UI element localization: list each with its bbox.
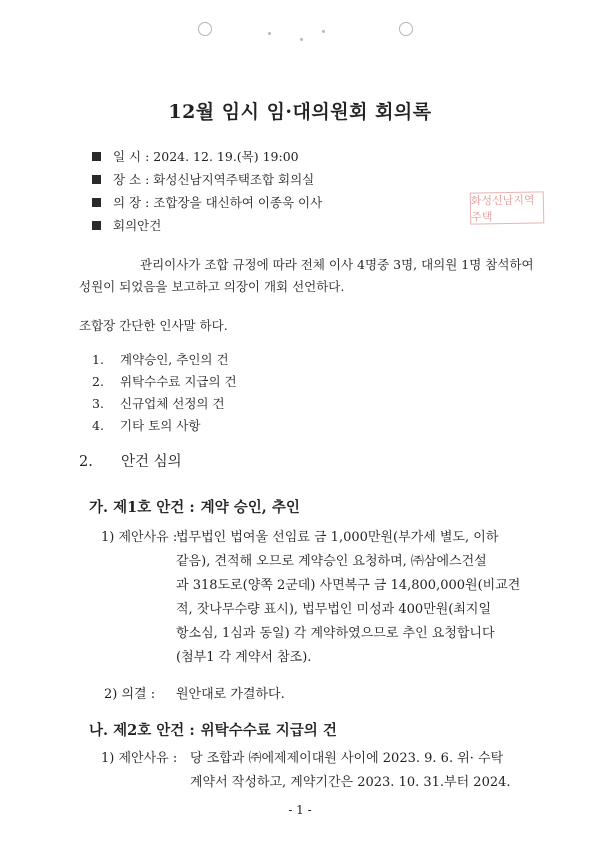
info-row-agenda [92,216,161,234]
info-label: 일 시 [113,149,142,164]
agenda-item-heading-2 [89,719,337,740]
reason-line: 당 조합과 ㈜에제제이대원 사이에 2023. 9. 6. 위· 수탁 [190,751,504,766]
section-text: 안건 심의 [121,454,182,470]
info-row-chair: 의 장 : 조합장을 대신하여 이종욱 이사 [92,193,322,211]
info-value: 2024. 12. 19.(목) 19:00 [153,149,299,164]
agenda-num: 4. [92,418,104,433]
agenda-item-heading-1 [89,496,300,517]
info-row-datetime: 일 시 : 2024. 12. 19.(목) 19:00 [92,147,299,165]
reason-line: 계약서 작성하고, 계약기간은 2023. 10. 31.부터 2024. [190,775,511,790]
reason-label: 1) 제안사유 : [101,751,178,766]
reason-line: 과 318도로(양쪽 2군데) 사면복구 금 14,800,000원(비교견 [176,578,521,593]
paragraph-opening-line1: 관리이사가 조합 규정에 따라 전체 이사 4명중 3명, 대의원 1명 참석하여 [140,257,534,272]
agenda-num: 1. [92,352,104,367]
document-title: 12월 임시 임·대의원회 회의록 [168,101,432,123]
reason-line: 법무법인 법여울 선임료 금 1,000만원(부가세 별도, 이하 [176,530,499,545]
agenda-item [92,394,225,412]
reason-line: (첨부1 각 계약서 참조). [176,650,312,665]
scan-speck [268,32,271,35]
scan-speck [300,38,303,41]
info-label: 회의안건 [113,218,162,233]
agenda-item [92,372,237,390]
info-label: 장 소 [113,172,142,187]
reason-line: 같음), 견적해 오므로 계약승인 요청하며, ㈜삼에스건설 [176,554,487,569]
bullet-square-icon [92,221,101,230]
heading-label: 가. 제1호 안건 : [89,499,195,516]
section-num: 2. [79,454,93,470]
bullet-square-icon [92,198,101,207]
reason-label: 1) 제안사유 : [101,530,178,545]
info-value: 조합장을 대신하여 이종욱 이사 [153,195,323,210]
punch-hole-left [198,22,212,36]
agenda-item [92,416,200,434]
bullet-square-icon [92,152,101,161]
agenda-text: 신규업체 선정의 건 [120,396,225,411]
info-label: 의 장 [113,195,142,210]
scan-speck [322,30,325,33]
agenda-num: 3. [92,396,104,411]
punch-hole-right [399,22,413,36]
agenda-text: 계약승인, 추인의 건 [120,352,229,367]
paragraph-opening-line2: 성원이 되었음을 보고하고 의장이 개회 선언하다. [79,279,345,294]
info-row-location: 장 소 : 화성신남지역주택조합 회의실 [92,170,314,188]
bullet-square-icon [92,175,101,184]
reason-line: 항소심, 1심과 동일) 각 계약하였으므로 추인 요청합니다 [176,626,495,641]
stamp-text: 화성신남지역주택 [470,193,535,224]
agenda-text: 기타 토의 사항 [120,418,201,433]
page-number: - 1 - [288,803,312,817]
heading-label: 나. 제2호 안건 : [89,722,195,739]
agenda-item [92,350,229,368]
agenda-num: 2. [92,374,104,389]
agenda-text: 위탁수수료 지급의 건 [120,374,237,389]
decision-text: 원안대로 가결하다. [176,687,285,702]
decision-label: 2) 의결 : [104,687,156,702]
reason-line: 적, 잣나무수량 표시), 법무법인 미성과 400만원(최지일 [176,602,492,617]
paragraph-greeting: 조합장 간단한 인사말 하다. [79,318,228,333]
heading-text: 계약 승인, 추인 [200,499,300,516]
heading-text: 위탁수수료 지급의 건 [200,722,337,739]
seal-stamp [470,191,545,224]
section-heading [79,450,182,471]
info-value: 화성신남지역주택조합 회의실 [153,172,315,187]
